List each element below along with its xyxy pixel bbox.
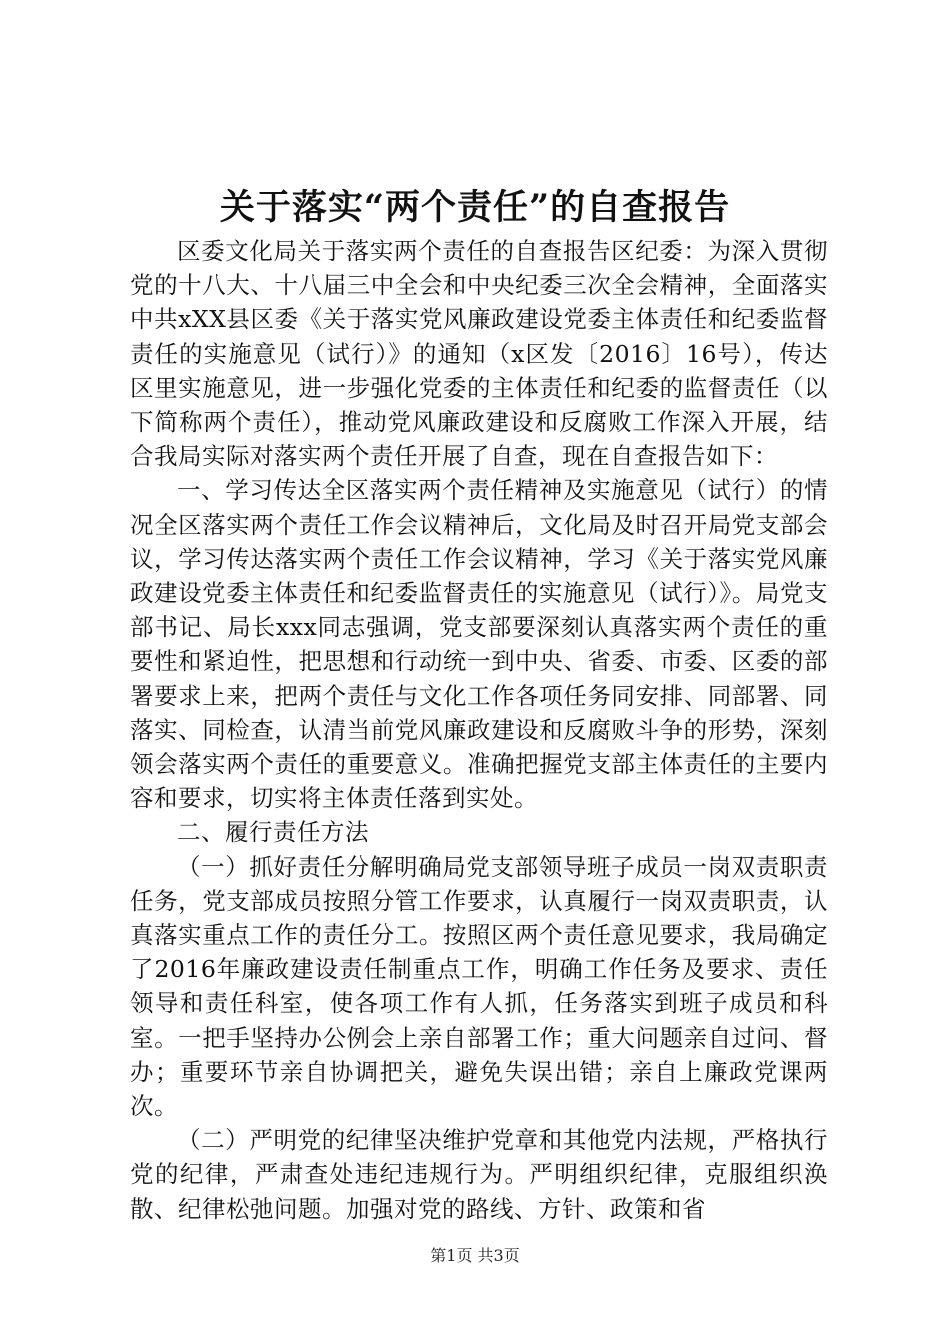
body-paragraph: （一）抓好责任分解明确局党支部领导班子成员一岗双责职责任务，党支部成员按照分管工作要求，认真履行一岗双责职责，认真落实重点工作的责任分工。按照区两个责任意见要求，我局确定了2016年廉政建设责任制重点工作，明确工作任务及要求、责任领导和责任科室，使各项工作有人抓，任务落实到班子成员和科室。一把手坚持办公例会上亲自部署工作；重大问题亲自过问、督办；重要环节亲自协调把关，避免失误出错；亲自上廉政党课两次。: [130, 852, 828, 1121]
page-number-footer: 第1页 共3页: [430, 1246, 520, 1265]
document-body: [130, 234, 828, 1226]
section-heading: 二、履行责任方法: [177, 818, 369, 847]
body-paragraph: （二）严明党的纪律坚决维护党章和其他党内法规，严格执行党的纪律，严肃查处违纪违规行为。严明组织纪律，克服组织涣散、纪律松弛问题。加强对党的路线、方针、政策和省: [130, 1126, 828, 1223]
body-paragraph: 区委文化局关于落实两个责任的自查报告区纪委：为深入贯彻党的十八大、十八届三中全会和中央纪委三次全会精神，全面落实中共xXX县区委《关于落实党风廉政建设党委主体责任和纪委监督责任的实施意见（试行）》的通知（x区发〔2016〕16号），传达区里实施意见，进一步强化党委的主体责任和纪委的监督责任（以下简称两个责任），推动党风廉政建设和反腐败工作深入开展，结合我局实际对落实两个责任开展了自查，现在自查报告如下：: [130, 237, 828, 471]
document-title: 关于落实“两个责任”的自查报告: [219, 187, 731, 228]
body-paragraph: 一、学习传达全区落实两个责任精神及实施意见（试行）的情况全区落实两个责任工作会议精神后，文化局及时召开局党支部会议，学习传达落实两个责任工作会议精神，学习《关于落实党风廉政建设党委主体责任和纪委监督责任的实施意见（试行）》。局党支部书记、局长xxx同志强调，党支部要深刻认真落实两个责任的重要性和紧迫性，把思想和行动统一到中央、省委、市委、区委的部署要求上来，把两个责任与文化工作各项任务同安排、同部署、同落实、同检查，认清当前党风廉政建设和反腐败斗争的形势，深刻领会落实两个责任的重要意义。准确把握党支部主体责任的主要内容和要求，切实将主体责任落到实处。: [130, 476, 828, 813]
